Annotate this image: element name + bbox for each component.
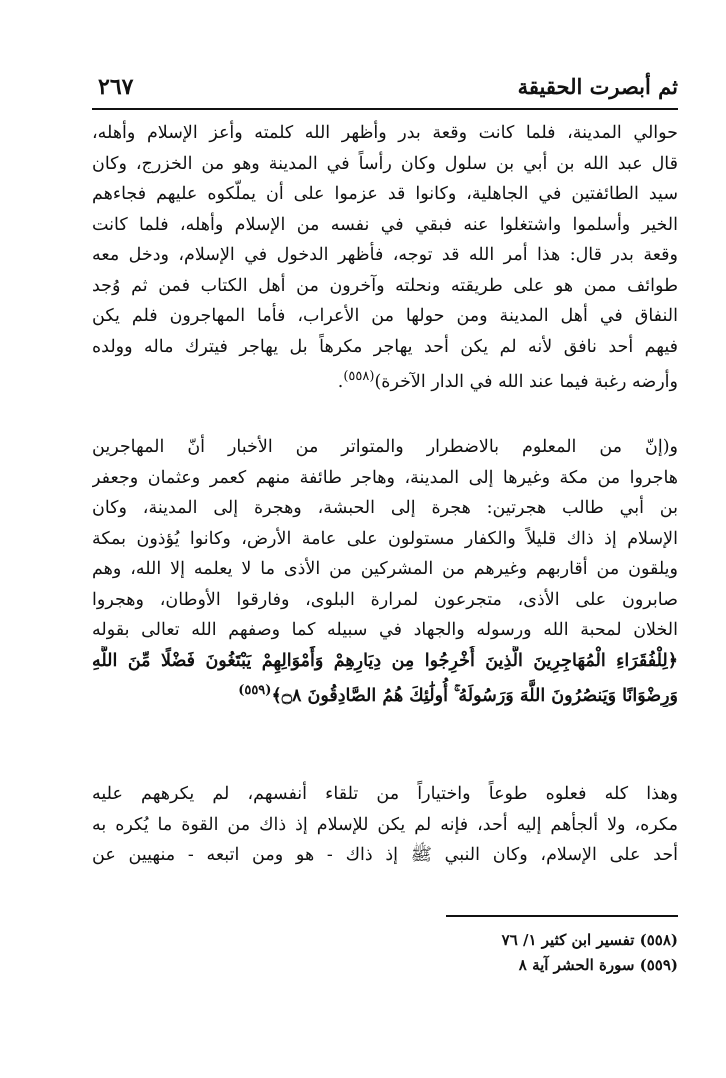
text-line: قال عبد الله بن أبي بن سلول وكان رأساً في المدينة وهو من الخزرج، وكان: [92, 153, 678, 174]
footnotes: [378, 928, 678, 978]
text-line: النفاق في أهل المدينة ومن حولها من الأعراب، فأما المهاجرون فلم يكن: [92, 306, 678, 326]
text-line: صابرون على الأذى، متجرعون لمرارة البلوى، وفارقوا الأوطان، وهجروا: [92, 589, 678, 610]
text-line: الخلان لمحبة الله ورسوله والجهاد في سبيله كما وصفهم الله تعالى بقوله: [92, 620, 678, 640]
page-header: [92, 72, 678, 110]
text-line: وهذا كله فعلوه طوعاً واختياراً من تلقاء أنفسهم، لم يكرههم عليه: [92, 784, 678, 804]
text-line-content: وأرضه رغبة فيما عند الله في الدار الآخرة): [374, 371, 678, 392]
footnote-divider: [446, 915, 678, 917]
quran-verse-line: ﴿لِلْفُقَرَاءِ الْمُهَاجِرِينَ الَّذِينَ أُخْرِجُوا مِن دِيَارِهِمْ وَأَمْوَالِهِمْ يَبْتَغُونَ فَضْلًا مِّنَ اللَّهِ: [92, 650, 678, 671]
text-line: مكره، ولا ألجأهم إليه أحد، فإنه لم يكن للإسلام إذ ذاك من القوة ما يُكره به: [92, 814, 678, 835]
page-number: ٢٦٧: [98, 74, 134, 100]
text-line: الإسلام إذ ذاك قليلاً والكفار مستولون على عامة الأرض، وكانوا يُؤذون بمكة: [92, 528, 678, 549]
text-line: بن أبي طالب هجرتين: هجرة إلى الحبشة، وهجرة إلى المدينة، وكان: [92, 498, 678, 518]
footnote-558: (٥٥٨) تفسير ابن كثير ١/ ٧٦: [501, 931, 678, 949]
text-line: أحد على الإسلام، وكان النبي ﷺ إذ ذاك - هو ومن اتبعه - منهيين عن: [92, 845, 678, 865]
footnote-559: (٥٥٩) سورة الحشر آية ٨: [518, 956, 678, 974]
text-line: حوالي المدينة، فلما كانت وقعة بدر وأظهر الله كلمته وأعز الإسلام وأهله،: [92, 123, 678, 143]
text-line: و(إنّ من المعلوم بالاضطرار والمتواتر من الأخبار أنّ المهاجرين: [92, 437, 678, 457]
text-line: فيهم أحد نافق لأنه لم يكن أحد يهاجر مكرهاً بل يهاجر فيترك ماله وولده: [92, 336, 678, 357]
paragraph-2: [92, 432, 678, 707]
text-line: سيد الطائفتين في الجاهلية، وكانوا قد عزموا على أن يملّكوه عليهم فجاءهم: [92, 184, 678, 204]
running-title: ثم أبصرت الحقيقة: [517, 74, 678, 99]
quran-verse-line-last: [92, 676, 678, 707]
footnote-ref-559: (٥٥٩): [238, 683, 272, 698]
paragraph-3: [92, 779, 678, 871]
text-line-last: وأرضه رغبة فيما عند الله في الدار الآخرة)$^{(٥٥٨)}$.: [337, 369, 678, 392]
footnote-ref-558: (٥٥٨): [343, 369, 375, 384]
quran-verse-content: وَرِضْوَانًا وَيَنصُرُونَ اللَّهَ وَرَسُولَهُ ۚ أُولَٰئِكَ هُمُ الصَّادِقُونَ ۝٨﴾: [271, 685, 678, 706]
text-line: الخير وأسلموا واشتغلوا عنه فبقي في نفسه من الإسلام وأهله، فلما كانت: [92, 214, 678, 235]
text-line: وقعة بدر قال: هذا أمر الله قد توجه، فأظهر الدخول في الإسلام، ودخل معه: [92, 245, 678, 265]
paragraph-1: [92, 118, 678, 393]
text-line: ويلقون من أقاربهم وغيرهم من المشركين من الأذى ما لا يعلمه إلا الله، وهم: [92, 559, 678, 579]
text-line: طوائف ممن هو على طريقته ونحلته وآخرون من أهل الكتاب فمن ثم وُجد: [92, 275, 678, 296]
text-line: هاجروا من مكة وغيرها إلى المدينة، وهاجر طائفة منهم كعمر وعثمان وجعفر: [92, 467, 678, 488]
